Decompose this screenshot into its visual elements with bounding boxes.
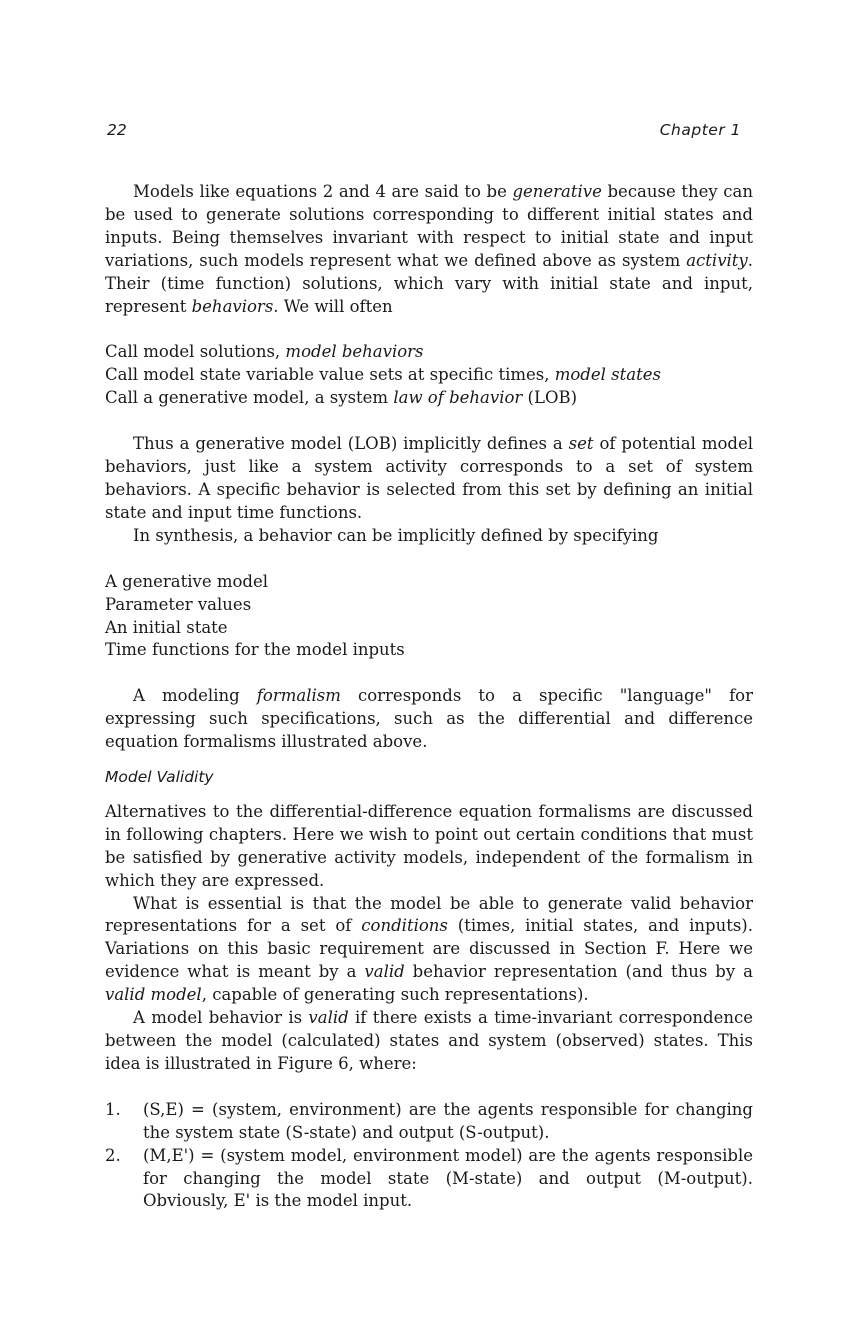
term-conditions: conditions bbox=[361, 916, 448, 936]
text-run: corresponds to a specific "language" for expressing such specifications, such as the differential and difference equation formalisms illustrated above. bbox=[105, 686, 753, 752]
term-formalism: formalism bbox=[256, 686, 341, 706]
definition-line bbox=[105, 364, 753, 387]
text-run: (times, initial states, and inputs). Variations on this basic requirement are discussed in Section F. Here we evidence what is meant by a bbox=[105, 916, 753, 982]
term-set: set bbox=[568, 434, 594, 454]
term-model-states: model states bbox=[554, 365, 661, 385]
text-run: Call model solutions, bbox=[105, 342, 286, 362]
term-model-behaviors: model behaviors bbox=[285, 342, 424, 362]
page-header bbox=[107, 119, 741, 143]
paragraph-alternatives: Alternatives to the differential-difference equation formalisms are discussed in following chapters. Here we wish to point out certain conditions that must be satisfied by generative activity models, independent of the formalism in which they are expressed. bbox=[105, 801, 753, 890]
list-number: 2. bbox=[105, 1145, 121, 1165]
list-item bbox=[105, 1145, 753, 1214]
section-heading: Model Validity bbox=[105, 768, 214, 787]
text-run: behavior representation (and thus by a bbox=[404, 962, 753, 982]
list-item bbox=[105, 1099, 753, 1145]
text-run: , capable of generating such representations). bbox=[201, 985, 589, 1005]
definition-line bbox=[105, 387, 753, 410]
text-run: What is essential is that the model be able to generate valid behavior representations for a set of bbox=[105, 893, 753, 936]
page-body bbox=[105, 181, 753, 1213]
numbered-list bbox=[105, 1099, 753, 1214]
term-activity: activity bbox=[686, 250, 748, 270]
specification-item: Parameter values bbox=[105, 594, 252, 614]
specification-item: A generative model bbox=[105, 571, 269, 591]
specification-item: Time functions for the model inputs bbox=[105, 640, 405, 660]
list-text: (M,E') = (system model, environment model) are the agents responsible for changing the model state (M-state) and output (M-output). Obviously, E' is the model input. bbox=[143, 1145, 753, 1211]
term-valid-model: valid model bbox=[105, 985, 202, 1005]
term-law-of-behavior: law of behavior bbox=[393, 388, 523, 408]
text-run: because they can be used to generate solutions corresponding to different initial states and inputs. Being themselves invariant with respect to initial state and input variations, such models represent what we defined above as system bbox=[105, 182, 753, 270]
text-run: if there exists a time-invariant correspondence between the model (calculated) states and system (observed) states. This idea is illustrated in Figure 6, where: bbox=[105, 1008, 753, 1073]
specification-item: An initial state bbox=[105, 617, 228, 637]
paragraph-generative-models bbox=[105, 181, 753, 318]
list-number: 1. bbox=[105, 1099, 121, 1119]
text-run: A modeling bbox=[133, 686, 257, 706]
text-run: Call a generative model, a system bbox=[105, 388, 394, 408]
text-run: . We will often bbox=[273, 296, 393, 316]
term-valid: valid bbox=[364, 962, 405, 982]
text-run: Thus a generative model (LOB) implicitly defines a bbox=[133, 434, 569, 454]
paragraph-valid-behavior bbox=[105, 1007, 753, 1076]
text-run: of potential model behaviors, just like a system activity corresponds to a set of system behaviors. A specific behavior is selected from this set by defining an initial state and input time functions. bbox=[105, 434, 754, 522]
definition-line bbox=[105, 341, 753, 364]
text-run: Call model state variable value sets at specific times, bbox=[105, 365, 555, 385]
text-run: . Their (time function) solutions, which vary with initial state and input, represent bbox=[105, 250, 753, 316]
definition-list bbox=[105, 341, 753, 410]
specification-list bbox=[105, 571, 753, 663]
term-generative: generative bbox=[512, 182, 602, 201]
paragraph-lob bbox=[105, 433, 753, 525]
paragraph-synthesis: In synthesis, a behavior can be implicitly defined by specifying bbox=[133, 525, 659, 545]
text-run: A model behavior is bbox=[133, 1008, 309, 1028]
term-behaviors: behaviors bbox=[191, 296, 274, 316]
chapter-label: Chapter 1 bbox=[659, 121, 741, 139]
paragraph-essential bbox=[105, 893, 753, 1008]
list-text: (S,E) = (system, environment) are the agents responsible for changing the system state (S-state) and output (S-output). bbox=[143, 1099, 753, 1142]
text-run: Models like equations 2 and 4 are said to be bbox=[133, 182, 513, 201]
page-number: 22 bbox=[107, 121, 127, 139]
term-valid: valid bbox=[308, 1008, 349, 1028]
text-run: (LOB) bbox=[522, 388, 578, 408]
paragraph-formalism bbox=[105, 685, 753, 754]
